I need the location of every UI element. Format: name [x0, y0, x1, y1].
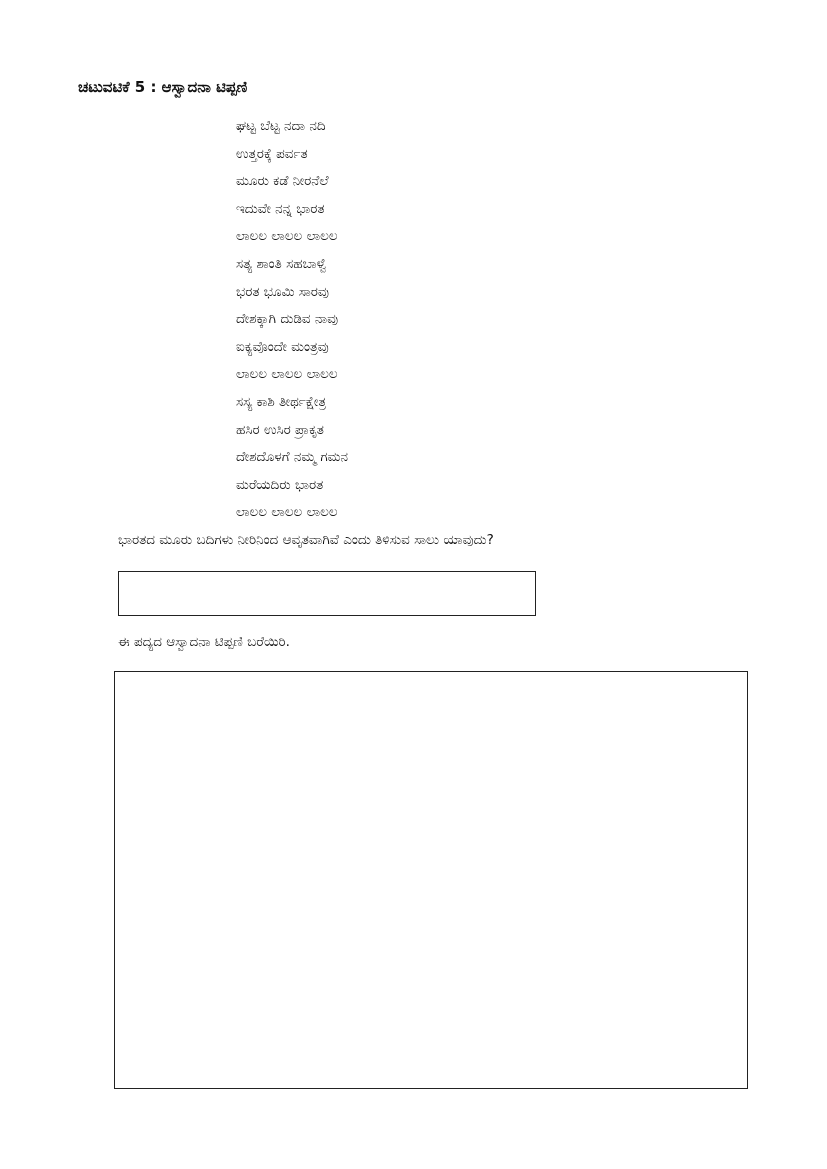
- poem-line: ಮರೆಯದಿರು ಭಾರತ: [236, 476, 324, 493]
- poem-line: ಲಾಲಲ ಲಾಲಲ ಲಾಲಲ: [236, 366, 338, 383]
- poem-line: ಭರತ ಭೂಮಿ ಸಾರವು: [236, 283, 329, 300]
- poem-line: ಮೂರು ಕಡೆ ನೀರನೆಲೆ: [236, 173, 329, 190]
- poem-line: ದೇಶದೊಳಗೆ ನಮ್ಮ ಗಮನ: [236, 449, 349, 466]
- poem-line: ಲಾಲಲ ಲಾಲಲ ಲಾಲಲ: [236, 504, 338, 521]
- answer-box-1[interactable]: [118, 571, 536, 616]
- poem-line: ಇದುವೇ ನನ್ನ ಭಾರತ: [236, 200, 325, 217]
- poem-line: ಐಕ್ಯವೊಂದೇ ಮಂತ್ರವು: [236, 338, 329, 355]
- question-2: ಈ ಪದ್ಯದ ಆಸ್ವಾದನಾ ಟಿಪ್ಪಣಿ ಬರೆಯಿರಿ.: [118, 634, 290, 650]
- answer-box-2[interactable]: [114, 671, 748, 1089]
- activity-heading: ಚಟುವಟಿಕೆ 5 : ಆಸ್ವಾದನಾ ಟಿಪ್ಪಣಿ: [78, 78, 248, 96]
- poem-line: ಹಸಿರ ಉಸಿರ ಪ್ರಾಕೃತ: [236, 421, 324, 438]
- poem-line: ಲಾಲಲ ಲಾಲಲ ಲಾಲಲ: [236, 228, 338, 245]
- poem-line: ಉತ್ತರಕ್ಕೆ ಪರ್ವತ: [236, 145, 308, 162]
- poem-line: ದೇಶಕ್ಕಾಗಿ ದುಡಿವ ನಾವು: [236, 311, 339, 328]
- poem-line: ಘಟ್ಟ ಬೆಟ್ಟ ನದಾ ನದಿ: [236, 118, 326, 134]
- poem-line: ಸಸ್ಯ ಕಾಶಿ ತೀರ್ಥಕ್ಷೇತ್ರ: [236, 393, 327, 410]
- poem: [236, 115, 348, 529]
- poem-line: ಸತ್ಯ ಶಾಂತಿ ಸಹಬಾಳ್ವೆ: [236, 255, 327, 272]
- question-1: ಭಾರತದ ಮೂರು ಬದಿಗಳು ನೀರಿನಿಂದ ಆವೃತವಾಗಿವೆ ಎಂದು ತಿಳಿಸುವ ಸಾಲು ಯಾವುದು?: [118, 532, 494, 548]
